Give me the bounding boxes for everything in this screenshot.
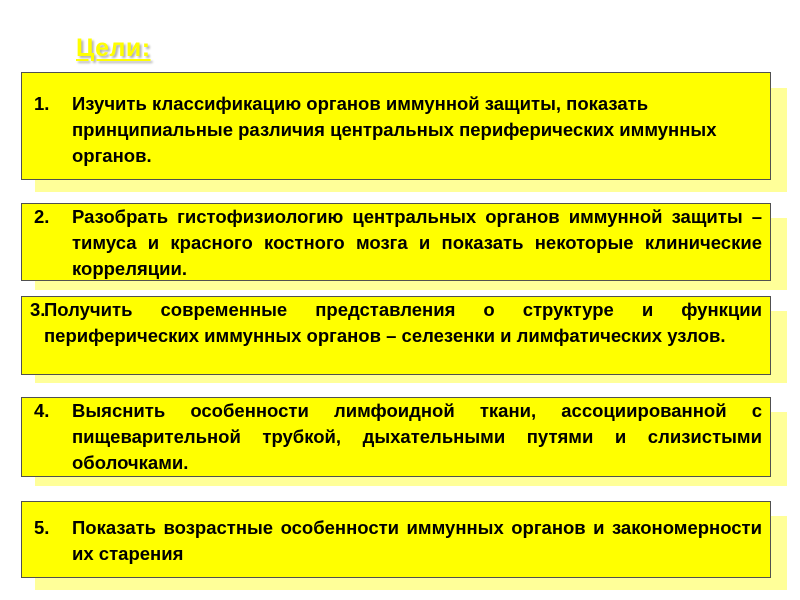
goal-5-number: 5.: [34, 517, 50, 538]
goal-1-box: [21, 72, 771, 180]
goal-2-text: Разобрать гистофизиологию центральных органов иммунной защиты – тимуса и красного костного мозга и показать некоторые клинические корреляции.: [72, 206, 762, 279]
page-title: Цели:: [76, 34, 151, 62]
goal-5-text: Показать возрастные особенности иммунных органов и закономерности их старения: [72, 517, 762, 564]
goal-1-number: 1.: [34, 93, 50, 114]
goal-4-text: Выяснить особенности лимфоидной ткани, ассоциированной с пищеварительной трубкой, дыхательными путями и слизистыми оболочками.: [72, 400, 762, 473]
goal-4-box: [21, 397, 771, 477]
goal-3-text: Получить современные представления о структуре и функции периферических иммунных органов – селезенки и лимфатических узлов.: [44, 299, 762, 346]
goal-2-box: [21, 203, 771, 281]
goal-2-number: 2.: [34, 206, 50, 227]
goal-4-number: 4.: [34, 400, 50, 421]
goal-3-box: [21, 296, 771, 375]
goal-3-number: 3.: [30, 299, 46, 320]
goal-5-box: [21, 501, 771, 578]
goal-1-text: Изучить классификацию органов иммунной защиты, показать принципиальные различия центральных периферических иммунных органов.: [72, 93, 717, 166]
